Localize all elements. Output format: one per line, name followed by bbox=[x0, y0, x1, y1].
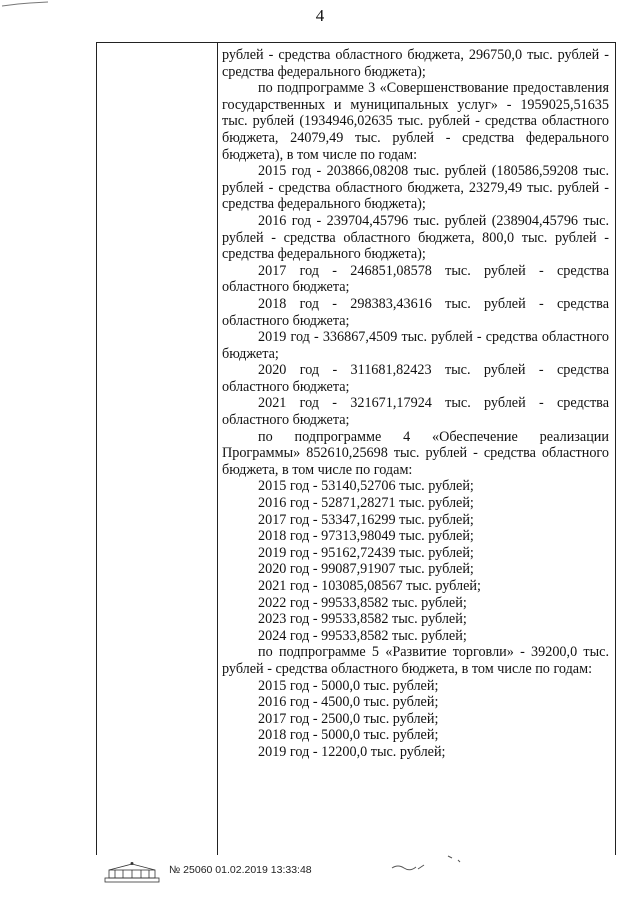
list-item: 2016 год - 52871,28271 тыс. рублей; bbox=[258, 495, 474, 512]
paragraph: по подпрограмме 5 «Развитие торговли» - 39200,0 тыс. рублей - средства областного бюджета, в том числе по годам: bbox=[222, 644, 609, 677]
paragraph: 2018 год - 298383,43616 тыс. рублей - средства областного бюджета; bbox=[222, 295, 609, 329]
paragraph: 2017 год - 246851,08578 тыс. рублей - средства областного бюджета; bbox=[222, 262, 609, 296]
table-border-right bbox=[615, 43, 616, 855]
list-item: 2016 год - 4500,0 тыс. рублей; bbox=[258, 694, 439, 711]
paragraph: рублей - средства областного бюджета, 296750,0 тыс. рублей - средства федерального бюджета); bbox=[222, 47, 609, 80]
list-item: 2018 год - 5000,0 тыс. рублей; bbox=[258, 727, 439, 744]
list-item: 2018 год - 97313,98049 тыс. рублей; bbox=[258, 528, 474, 545]
document-table bbox=[96, 42, 616, 855]
table-border-left bbox=[96, 43, 97, 855]
table-column-divider bbox=[217, 43, 218, 855]
list-item: 2020 год - 99087,91907 тыс. рублей; bbox=[258, 561, 474, 578]
footer bbox=[103, 861, 523, 885]
list-item: 2017 год - 53347,16299 тыс. рублей; bbox=[258, 511, 474, 528]
paragraph: 2016 год - 239704,45796 тыс. рублей (238904,45796 тыс. рублей - средства областного бюджета, 800,0 тыс. рублей - средства федерального бюджета); bbox=[222, 212, 609, 263]
list-item: 2019 год - 12200,0 тыс. рублей; bbox=[258, 743, 446, 760]
list-item: 2023 год - 99533,8582 тыс. рублей; bbox=[258, 611, 467, 628]
scan-mark-icon bbox=[0, 0, 52, 8]
registration-stamp: № 25060 01.02.2019 13:33:48 bbox=[169, 864, 312, 876]
list-item: 2021 год - 103085,08567 тыс. рублей; bbox=[258, 578, 481, 594]
government-building-icon bbox=[103, 861, 161, 883]
page-number: 4 bbox=[315, 6, 325, 25]
paragraph: 2020 год - 311681,82423 тыс. рублей - средства областного бюджета; bbox=[222, 362, 609, 395]
paragraph: 2019 год - 336867,4509 тыс. рублей - средства областного бюджета; bbox=[222, 329, 609, 362]
list-item: 2017 год - 2500,0 тыс. рублей; bbox=[258, 710, 439, 727]
list-item: 2015 год - 53140,52706 тыс. рублей; bbox=[258, 478, 474, 495]
paragraph: по подпрограмме 4 «Обеспечение реализации Программы» 852610,25698 тыс. рублей - средства областного бюджета, в том числе по годам: bbox=[222, 428, 609, 478]
list-item: 2019 год - 95162,72439 тыс. рублей; bbox=[258, 544, 474, 561]
list-item: 2015 год - 5000,0 тыс. рублей; bbox=[258, 677, 439, 694]
paragraph: 2015 год - 203866,08208 тыс. рублей (180586,59208 тыс. рублей - средства областного бюджета, 23279,49 тыс. рублей - средства федерального бюджета); bbox=[222, 163, 609, 213]
table-cell-content bbox=[222, 47, 609, 761]
paragraph: 2021 год - 321671,17924 тыс. рублей - средства областного бюджета; bbox=[222, 395, 609, 429]
list-item: 2024 год - 99533,8582 тыс. рублей; bbox=[258, 627, 467, 644]
list-item: 2022 год - 99533,8582 тыс. рублей; bbox=[258, 594, 467, 611]
paragraph: по подпрограмме 3 «Совершенствование предоставления государственных и муниципальных услуг» - 1959025,51635 тыс. рублей (1934946,02635 тыс. рублей - средства областного бюджета, 24079,49 тыс. рублей - средства федерального бюджета), в том числе по годам: bbox=[222, 80, 609, 163]
